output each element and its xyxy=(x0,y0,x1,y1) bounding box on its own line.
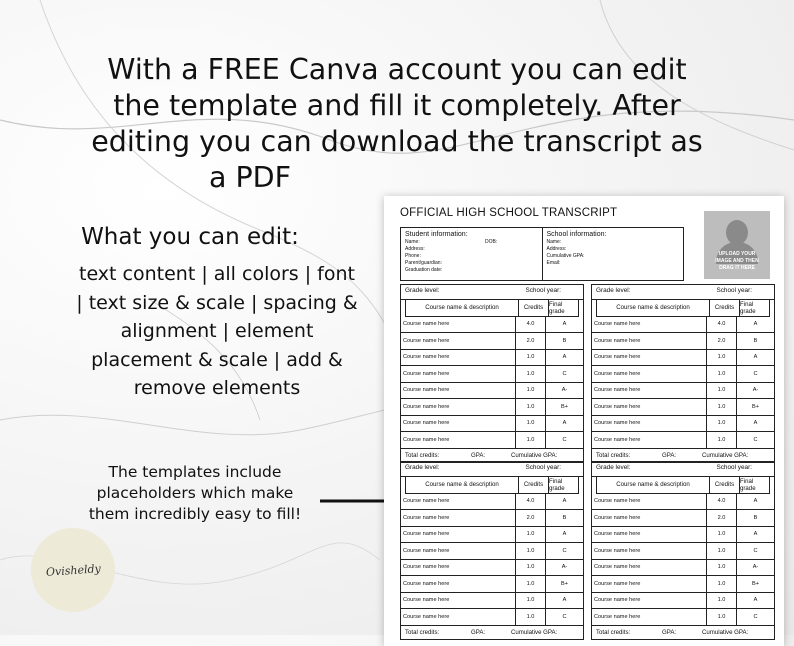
student-dob-label: DOB: xyxy=(485,239,498,245)
upload-text-line-2: IMAGE AND THEN xyxy=(715,258,759,264)
grade-cell[interactable]: B+ xyxy=(736,399,774,415)
credits-cell[interactable]: 2.0 xyxy=(515,333,545,349)
logo-text: Ovisheldy xyxy=(45,561,101,579)
grade-table xyxy=(400,461,584,640)
document-title: OFFICIAL HIGH SCHOOL TRANSCRIPT xyxy=(400,207,618,219)
course-cell[interactable]: Course name here xyxy=(403,354,450,361)
table-footer xyxy=(401,626,583,639)
grade-cell[interactable]: A- xyxy=(545,560,583,576)
headline-line-2: the template and fill it completely. After xyxy=(113,89,681,122)
course-cell[interactable]: Course name here xyxy=(594,580,641,587)
table-row xyxy=(592,432,774,449)
col-course-header: Course name & description xyxy=(616,304,690,312)
course-cell[interactable]: Course name here xyxy=(594,436,641,443)
credits-cell[interactable]: 1.0 xyxy=(515,350,545,366)
table-top-row xyxy=(401,285,583,300)
grade-cell[interactable]: B xyxy=(736,333,774,349)
table-header xyxy=(405,300,579,317)
table-row xyxy=(592,543,774,560)
edit-list xyxy=(52,260,382,403)
table-top-row xyxy=(592,462,774,477)
school-year-label: School year: xyxy=(716,464,752,471)
gpa-label: GPA: xyxy=(471,628,486,636)
course-cell[interactable]: Course name here xyxy=(594,547,641,554)
course-cell[interactable]: Course name here xyxy=(403,547,450,554)
edit-line-2: | text size & scale | spacing & xyxy=(76,291,358,314)
credits-cell[interactable]: 1.0 xyxy=(706,366,736,382)
grade-cell[interactable]: B xyxy=(545,510,583,526)
course-cell[interactable]: Course name here xyxy=(403,420,450,427)
col-credits-header: Credits xyxy=(518,300,548,316)
credits-cell[interactable]: 2.0 xyxy=(515,510,545,526)
student-info-heading: Student information: xyxy=(405,231,468,238)
table-row xyxy=(592,399,774,416)
gpa-label: GPA: xyxy=(471,451,486,459)
student-info xyxy=(401,228,542,280)
grade-table xyxy=(591,284,775,463)
course-cell[interactable]: Course name here xyxy=(594,387,641,394)
col-course-header: Course name & description xyxy=(425,304,499,312)
table-top-row xyxy=(592,285,774,300)
course-cell[interactable]: Course name here xyxy=(403,564,450,571)
col-grade-header: Final grade xyxy=(548,300,578,316)
student-address-label: Address: xyxy=(405,245,425,252)
credits-cell[interactable]: 1.0 xyxy=(706,609,736,625)
table-top-row xyxy=(401,462,583,477)
gpa-label: GPA: xyxy=(662,451,677,459)
grade-cell[interactable]: A- xyxy=(736,560,774,576)
headline-line-3: editing you can download the transcript as xyxy=(91,125,703,158)
credits-cell[interactable]: 1.0 xyxy=(515,609,545,625)
total-credits-label: Total credits: xyxy=(596,451,631,459)
credits-cell[interactable]: 1.0 xyxy=(515,416,545,432)
course-cell[interactable]: Course name here xyxy=(594,420,641,427)
grade-cell[interactable]: C xyxy=(736,366,774,382)
gpa-label: GPA: xyxy=(662,628,677,636)
grade-cell[interactable]: C xyxy=(545,432,583,448)
credits-cell[interactable]: 2.0 xyxy=(706,510,736,526)
table-row xyxy=(401,510,583,527)
credits-cell[interactable]: 1.0 xyxy=(515,560,545,576)
table-row xyxy=(592,609,774,626)
total-credits-label: Total credits: xyxy=(596,628,631,636)
placeholder-note xyxy=(70,462,320,525)
grade-cell[interactable]: A xyxy=(545,416,583,432)
course-cell[interactable]: Course name here xyxy=(594,370,641,377)
cumulative-gpa-label: Cumulative GPA: xyxy=(511,451,558,459)
table-row xyxy=(592,317,774,334)
student-parent-label: Parent/guardian: xyxy=(405,259,442,266)
table-row xyxy=(401,543,583,560)
credits-cell[interactable]: 1.0 xyxy=(706,527,736,543)
grade-cell[interactable]: A xyxy=(545,494,583,510)
table-header xyxy=(596,300,770,317)
grade-cell[interactable]: B+ xyxy=(545,576,583,592)
grade-cell[interactable]: A xyxy=(736,494,774,510)
info-box xyxy=(400,227,684,281)
edit-line-1: text content | all colors | font xyxy=(79,263,355,285)
credits-cell[interactable]: 1.0 xyxy=(515,432,545,448)
note-line-2: placeholders which make xyxy=(96,484,294,502)
table-row xyxy=(592,350,774,367)
col-grade-header: Final grade xyxy=(739,477,769,493)
grade-cell[interactable]: C xyxy=(545,609,583,625)
credits-cell[interactable]: 1.0 xyxy=(706,350,736,366)
course-cell[interactable]: Course name here xyxy=(403,613,450,620)
grade-cell[interactable]: C xyxy=(545,543,583,559)
credits-cell[interactable]: 4.0 xyxy=(515,494,545,510)
grade-level-label: Grade level: xyxy=(596,464,631,471)
credits-cell[interactable]: 4.0 xyxy=(706,494,736,510)
student-name-label: Name: xyxy=(405,239,420,245)
course-cell[interactable]: Course name here xyxy=(403,387,450,394)
table-header xyxy=(405,477,579,494)
edit-line-3: alignment | element xyxy=(120,320,314,342)
school-name-label: Name: xyxy=(546,239,562,245)
brand-logo xyxy=(31,528,115,612)
col-credits-header: Credits xyxy=(709,300,739,316)
upload-image-text xyxy=(706,251,768,272)
grade-cell[interactable]: A xyxy=(545,593,583,609)
grade-cell[interactable]: A- xyxy=(736,383,774,399)
table-row xyxy=(592,366,774,383)
upload-text-line-1: UPLOAD YOUR xyxy=(718,251,756,257)
grade-cell[interactable]: A xyxy=(736,317,774,333)
credits-cell[interactable]: 1.0 xyxy=(706,432,736,448)
course-cell[interactable]: Course name here xyxy=(594,403,641,410)
col-credits-header: Credits xyxy=(518,477,548,493)
cumulative-gpa-label: Cumulative GPA: xyxy=(702,628,749,636)
school-info xyxy=(542,228,684,280)
school-gpa-label: Cumulative GPA: xyxy=(546,252,585,259)
table-row xyxy=(592,560,774,577)
total-credits-label: Total credits: xyxy=(405,451,440,459)
school-year-label: School year: xyxy=(525,287,561,294)
grade-cell[interactable]: A xyxy=(736,527,774,543)
credits-cell[interactable]: 1.0 xyxy=(515,543,545,559)
course-cell[interactable]: Course name here xyxy=(403,531,450,538)
table-row xyxy=(592,576,774,593)
course-cell[interactable]: Course name here xyxy=(594,613,641,620)
table-footer xyxy=(401,449,583,462)
credits-cell[interactable]: 1.0 xyxy=(515,383,545,399)
grade-table xyxy=(400,284,584,463)
credits-cell[interactable]: 1.0 xyxy=(706,383,736,399)
col-course-header: Course name & description xyxy=(616,481,690,489)
credits-cell[interactable]: 1.0 xyxy=(706,593,736,609)
course-cell[interactable]: Course name here xyxy=(594,597,641,604)
grade-cell[interactable]: B xyxy=(545,333,583,349)
table-row xyxy=(401,494,583,511)
grade-cell[interactable]: A xyxy=(736,416,774,432)
credits-cell[interactable]: 1.0 xyxy=(706,416,736,432)
credits-cell[interactable]: 2.0 xyxy=(706,333,736,349)
table-row xyxy=(401,560,583,577)
course-cell[interactable]: Course name here xyxy=(594,514,641,521)
table-row xyxy=(401,432,583,449)
school-address-label: Address: xyxy=(546,245,567,252)
table-row xyxy=(401,317,583,334)
grade-level-label: Grade level: xyxy=(405,464,440,471)
course-cell[interactable]: Course name here xyxy=(594,498,641,505)
table-row xyxy=(592,494,774,511)
cumulative-gpa-label: Cumulative GPA: xyxy=(511,628,558,636)
table-row xyxy=(401,593,583,610)
course-cell[interactable]: Course name here xyxy=(403,403,450,410)
course-cell[interactable]: Course name here xyxy=(594,354,641,361)
table-row xyxy=(592,416,774,433)
table-row xyxy=(401,416,583,433)
credits-cell[interactable]: 1.0 xyxy=(706,543,736,559)
grade-cell[interactable]: A xyxy=(736,593,774,609)
table-row xyxy=(401,366,583,383)
note-line-3: them incredibly easy to fill! xyxy=(88,505,302,523)
credits-cell[interactable]: 1.0 xyxy=(515,593,545,609)
table-header xyxy=(596,477,770,494)
grade-cell[interactable]: A- xyxy=(545,383,583,399)
course-cell[interactable]: Course name here xyxy=(594,564,641,571)
credits-cell[interactable]: 4.0 xyxy=(706,317,736,333)
course-cell[interactable]: Course name here xyxy=(594,321,641,328)
headline xyxy=(40,52,754,196)
grade-level-label: Grade level: xyxy=(405,287,440,294)
table-row xyxy=(592,510,774,527)
course-cell[interactable]: Course name here xyxy=(403,321,450,328)
col-grade-header: Final grade xyxy=(739,300,769,316)
grade-cell[interactable]: A xyxy=(545,317,583,333)
col-course-header: Course name & description xyxy=(425,481,499,489)
credits-cell[interactable]: 1.0 xyxy=(706,560,736,576)
credits-cell[interactable]: 1.0 xyxy=(706,576,736,592)
col-credits-header: Credits xyxy=(709,477,739,493)
grade-cell[interactable]: B+ xyxy=(545,399,583,415)
school-email-label: Email: xyxy=(546,259,561,266)
table-row xyxy=(592,383,774,400)
col-grade-header: Final grade xyxy=(548,477,578,493)
course-cell[interactable]: Course name here xyxy=(403,498,450,505)
credits-cell[interactable]: 1.0 xyxy=(515,366,545,382)
grade-cell[interactable]: C xyxy=(736,432,774,448)
school-year-label: School year: xyxy=(525,464,561,471)
grade-cell[interactable]: C xyxy=(736,543,774,559)
headline-line-1: With a FREE Canva account you can edit xyxy=(107,53,687,86)
credits-cell[interactable]: 1.0 xyxy=(515,399,545,415)
edit-line-4: placement & scale | add & xyxy=(91,348,343,371)
table-row xyxy=(401,333,583,350)
course-cell[interactable]: Course name here xyxy=(403,580,450,587)
grade-level-label: Grade level: xyxy=(596,287,631,294)
table-row xyxy=(401,527,583,544)
course-cell[interactable]: Course name here xyxy=(403,337,450,344)
grade-cell[interactable]: A xyxy=(545,350,583,366)
credits-cell[interactable]: 1.0 xyxy=(515,527,545,543)
table-row xyxy=(401,609,583,626)
table-row xyxy=(401,383,583,400)
course-cell[interactable]: Course name here xyxy=(403,436,450,443)
school-year-label: School year: xyxy=(716,287,752,294)
note-line-1: The templates include xyxy=(108,463,282,481)
grade-cell[interactable]: C xyxy=(736,609,774,625)
table-row xyxy=(401,576,583,593)
upload-text-line-3: DRAG IT HERE xyxy=(719,265,755,271)
grade-cell[interactable]: B+ xyxy=(736,576,774,592)
table-row xyxy=(592,527,774,544)
table-footer xyxy=(592,626,774,639)
photo-placeholder[interactable] xyxy=(704,211,770,279)
edit-line-5: remove elements xyxy=(133,377,301,399)
transcript-document xyxy=(384,196,784,646)
total-credits-label: Total credits: xyxy=(405,628,440,636)
course-cell[interactable]: Course name here xyxy=(594,531,641,538)
credits-cell[interactable]: 1.0 xyxy=(706,399,736,415)
table-row xyxy=(401,350,583,367)
credits-cell[interactable]: 4.0 xyxy=(515,317,545,333)
course-cell[interactable]: Course name here xyxy=(403,514,450,521)
cumulative-gpa-label: Cumulative GPA: xyxy=(702,451,749,459)
grade-cell[interactable]: B xyxy=(736,510,774,526)
course-cell[interactable]: Course name here xyxy=(403,597,450,604)
credits-cell[interactable]: 1.0 xyxy=(515,576,545,592)
course-cell[interactable]: Course name here xyxy=(403,370,450,377)
edit-title: What you can edit: xyxy=(81,224,299,250)
grade-cell[interactable]: A xyxy=(545,527,583,543)
course-cell[interactable]: Course name here xyxy=(594,337,641,344)
student-phone-label: Phone: xyxy=(405,252,421,259)
table-footer xyxy=(592,449,774,462)
student-graduation-label: Graduation date: xyxy=(405,266,443,273)
table-row xyxy=(401,399,583,416)
grade-table xyxy=(591,461,775,640)
headline-line-4: a PDF xyxy=(208,161,292,194)
table-row xyxy=(592,593,774,610)
school-info-heading: School information: xyxy=(546,231,607,238)
grade-cell[interactable]: A xyxy=(736,350,774,366)
table-row xyxy=(592,333,774,350)
grade-cell[interactable]: C xyxy=(545,366,583,382)
